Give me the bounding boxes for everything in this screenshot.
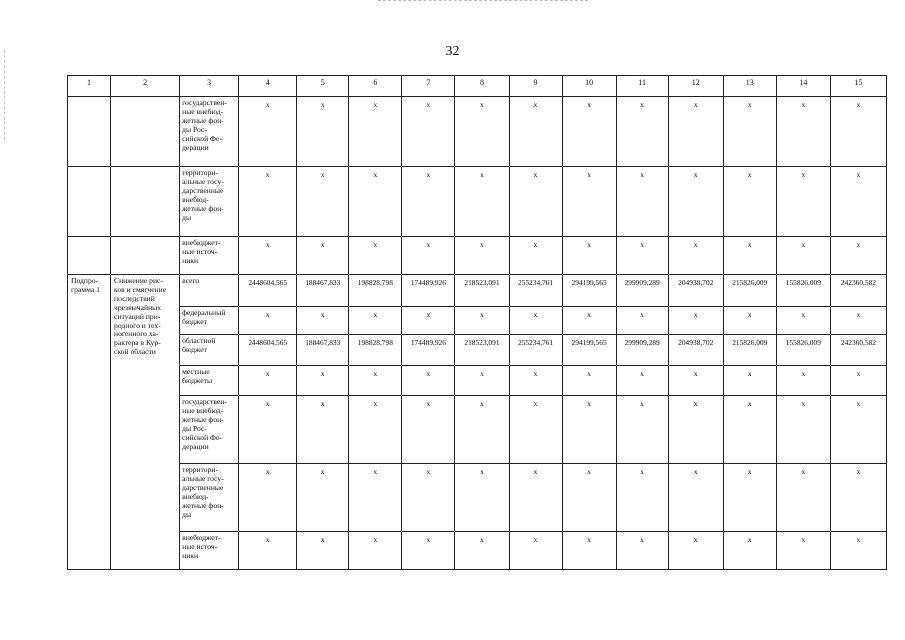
- value-cell: 255234,761: [509, 275, 562, 307]
- value-cell: x: [239, 167, 297, 237]
- value-cell: x: [455, 366, 509, 396]
- value-cell: x: [776, 167, 830, 237]
- value-cell: x: [297, 366, 349, 396]
- value-cell: x: [297, 396, 349, 464]
- value-cell: x: [349, 237, 402, 275]
- value-cell: x: [509, 366, 562, 396]
- value-cell: x: [616, 237, 668, 275]
- value-cell: x: [562, 307, 616, 335]
- value-cell: 215826,009: [723, 275, 776, 307]
- value-cell: x: [616, 167, 668, 237]
- value-cell: x: [509, 307, 562, 335]
- column-header: 13: [723, 76, 776, 97]
- value-cell: x: [455, 464, 509, 532]
- value-cell: x: [668, 366, 723, 396]
- column-header: 3: [180, 76, 239, 97]
- column-header: 15: [830, 76, 886, 97]
- value-cell: x: [668, 464, 723, 532]
- empty-cell: [111, 237, 180, 275]
- empty-cell: [68, 167, 111, 237]
- value-cell: x: [402, 366, 455, 396]
- table-row: [68, 307, 887, 335]
- value-cell: x: [239, 532, 297, 570]
- value-cell: x: [830, 396, 886, 464]
- value-cell: 218523,091: [455, 335, 509, 366]
- column-header: 10: [562, 76, 616, 97]
- value-cell: 242360,582: [830, 335, 886, 366]
- header-row: [68, 76, 887, 97]
- value-cell: x: [349, 167, 402, 237]
- value-cell: x: [776, 307, 830, 335]
- value-cell: x: [402, 167, 455, 237]
- column-header: 14: [776, 76, 830, 97]
- value-cell: x: [830, 366, 886, 396]
- value-cell: x: [509, 532, 562, 570]
- value-cell: x: [349, 97, 402, 167]
- funding-source-cell: областной бюджет: [180, 335, 239, 366]
- value-cell: x: [616, 97, 668, 167]
- value-cell: x: [830, 167, 886, 237]
- value-cell: x: [402, 396, 455, 464]
- value-cell: x: [402, 237, 455, 275]
- value-cell: x: [349, 366, 402, 396]
- value-cell: x: [723, 97, 776, 167]
- funding-source-cell: территори- альные госу- дарственные внебюд- жетные фон- ды: [180, 167, 239, 237]
- column-header: 4: [239, 76, 297, 97]
- funding-source-cell: всего: [180, 275, 239, 307]
- value-cell: x: [562, 464, 616, 532]
- value-cell: x: [616, 532, 668, 570]
- value-cell: x: [830, 532, 886, 570]
- top-scan-line: [378, 0, 588, 2]
- value-cell: x: [776, 366, 830, 396]
- value-cell: 204938,702: [668, 335, 723, 366]
- funding-source-cell: местные бюджеты: [180, 366, 239, 396]
- value-cell: x: [723, 366, 776, 396]
- value-cell: x: [776, 532, 830, 570]
- value-cell: x: [723, 307, 776, 335]
- value-cell: x: [668, 532, 723, 570]
- value-cell: 294199,565: [562, 275, 616, 307]
- value-cell: 155826,009: [776, 275, 830, 307]
- value-cell: x: [668, 307, 723, 335]
- value-cell: x: [668, 237, 723, 275]
- value-cell: x: [455, 97, 509, 167]
- subprogram-name-cell: Снижение рис- ков и смягчение последствий чрезвычайных ситуаций при- родного и тех- ногенного ха- рактера в Кур- ской области: [111, 275, 180, 570]
- value-cell: 204938,702: [668, 275, 723, 307]
- table-row: [68, 335, 887, 366]
- value-cell: x: [562, 396, 616, 464]
- value-cell: x: [830, 464, 886, 532]
- value-cell: x: [562, 97, 616, 167]
- table-row: [68, 167, 887, 237]
- table-row: [68, 97, 887, 167]
- value-cell: x: [509, 464, 562, 532]
- value-cell: x: [455, 396, 509, 464]
- value-cell: 155826,009: [776, 335, 830, 366]
- value-cell: x: [723, 532, 776, 570]
- value-cell: x: [455, 532, 509, 570]
- value-cell: x: [455, 167, 509, 237]
- budget-table: [67, 75, 887, 570]
- value-cell: x: [297, 464, 349, 532]
- value-cell: x: [723, 464, 776, 532]
- column-header: 1: [68, 76, 111, 97]
- funding-source-cell: внебюджет- ные источ- ники: [180, 237, 239, 275]
- value-cell: x: [349, 307, 402, 335]
- value-cell: 198828,798: [349, 275, 402, 307]
- value-cell: x: [509, 237, 562, 275]
- column-header: 12: [668, 76, 723, 97]
- value-cell: 218523,091: [455, 275, 509, 307]
- value-cell: x: [509, 167, 562, 237]
- value-cell: 174489,926: [402, 275, 455, 307]
- value-cell: x: [562, 237, 616, 275]
- value-cell: x: [402, 307, 455, 335]
- value-cell: x: [402, 532, 455, 570]
- value-cell: 242360,582: [830, 275, 886, 307]
- value-cell: x: [402, 97, 455, 167]
- value-cell: x: [509, 396, 562, 464]
- column-header: 9: [509, 76, 562, 97]
- column-header: 2: [111, 76, 180, 97]
- column-header: 7: [402, 76, 455, 97]
- edge-scan-mark: [4, 50, 6, 140]
- value-cell: x: [239, 396, 297, 464]
- empty-cell: [111, 167, 180, 237]
- value-cell: x: [297, 532, 349, 570]
- value-cell: x: [349, 464, 402, 532]
- value-cell: x: [562, 167, 616, 237]
- empty-cell: [68, 237, 111, 275]
- value-cell: 299909,289: [616, 275, 668, 307]
- value-cell: x: [239, 237, 297, 275]
- value-cell: 215826,009: [723, 335, 776, 366]
- value-cell: x: [239, 464, 297, 532]
- funding-source-cell: государствен- ные внебюд- жетные фон- ды Рос- сийской Фе- дерации: [180, 97, 239, 167]
- value-cell: 294199,565: [562, 335, 616, 366]
- value-cell: x: [830, 97, 886, 167]
- value-cell: x: [562, 532, 616, 570]
- table-row: [68, 396, 887, 464]
- value-cell: x: [668, 167, 723, 237]
- empty-cell: [68, 97, 111, 167]
- value-cell: 198828,798: [349, 335, 402, 366]
- value-cell: x: [239, 366, 297, 396]
- value-cell: x: [776, 464, 830, 532]
- subprogram-code-cell: Подпро- грамма 1: [68, 275, 111, 570]
- value-cell: 255234,761: [509, 335, 562, 366]
- value-cell: x: [723, 237, 776, 275]
- funding-source-cell: государствен- ные внебюд- жетные фон- ды Рос- сийской Фе- дерации: [180, 396, 239, 464]
- value-cell: x: [297, 97, 349, 167]
- value-cell: x: [776, 97, 830, 167]
- table-row: [68, 275, 887, 307]
- value-cell: x: [616, 464, 668, 532]
- value-cell: x: [562, 366, 616, 396]
- value-cell: x: [239, 307, 297, 335]
- value-cell: x: [239, 97, 297, 167]
- value-cell: x: [616, 396, 668, 464]
- value-cell: x: [668, 97, 723, 167]
- value-cell: 2448604,565: [239, 335, 297, 366]
- funding-source-cell: внебюджет- ные источ- ники: [180, 532, 239, 570]
- value-cell: x: [455, 307, 509, 335]
- column-header: 8: [455, 76, 509, 97]
- table-row: [68, 237, 887, 275]
- empty-cell: [111, 97, 180, 167]
- value-cell: x: [723, 167, 776, 237]
- value-cell: 2448604,565: [239, 275, 297, 307]
- table-row: [68, 532, 887, 570]
- value-cell: x: [349, 532, 402, 570]
- value-cell: x: [297, 237, 349, 275]
- value-cell: x: [455, 237, 509, 275]
- value-cell: x: [830, 307, 886, 335]
- value-cell: x: [616, 366, 668, 396]
- value-cell: 188467,833: [297, 275, 349, 307]
- value-cell: x: [402, 464, 455, 532]
- value-cell: x: [830, 237, 886, 275]
- column-header: 5: [297, 76, 349, 97]
- value-cell: x: [776, 396, 830, 464]
- value-cell: 188467,833: [297, 335, 349, 366]
- value-cell: x: [723, 396, 776, 464]
- value-cell: x: [297, 167, 349, 237]
- value-cell: 174489,926: [402, 335, 455, 366]
- value-cell: 299909,289: [616, 335, 668, 366]
- table-row: [68, 464, 887, 532]
- page-number: 32: [445, 44, 460, 59]
- column-header: 11: [616, 76, 668, 97]
- funding-source-cell: территори- альные госу- дарственные внебюд- жетные фон- ды: [180, 464, 239, 532]
- funding-source-cell: федеральный бюджет: [180, 307, 239, 335]
- value-cell: x: [616, 307, 668, 335]
- value-cell: x: [776, 237, 830, 275]
- column-header: 6: [349, 76, 402, 97]
- value-cell: x: [668, 396, 723, 464]
- value-cell: x: [297, 307, 349, 335]
- table-row: [68, 366, 887, 396]
- value-cell: x: [349, 396, 402, 464]
- value-cell: x: [509, 97, 562, 167]
